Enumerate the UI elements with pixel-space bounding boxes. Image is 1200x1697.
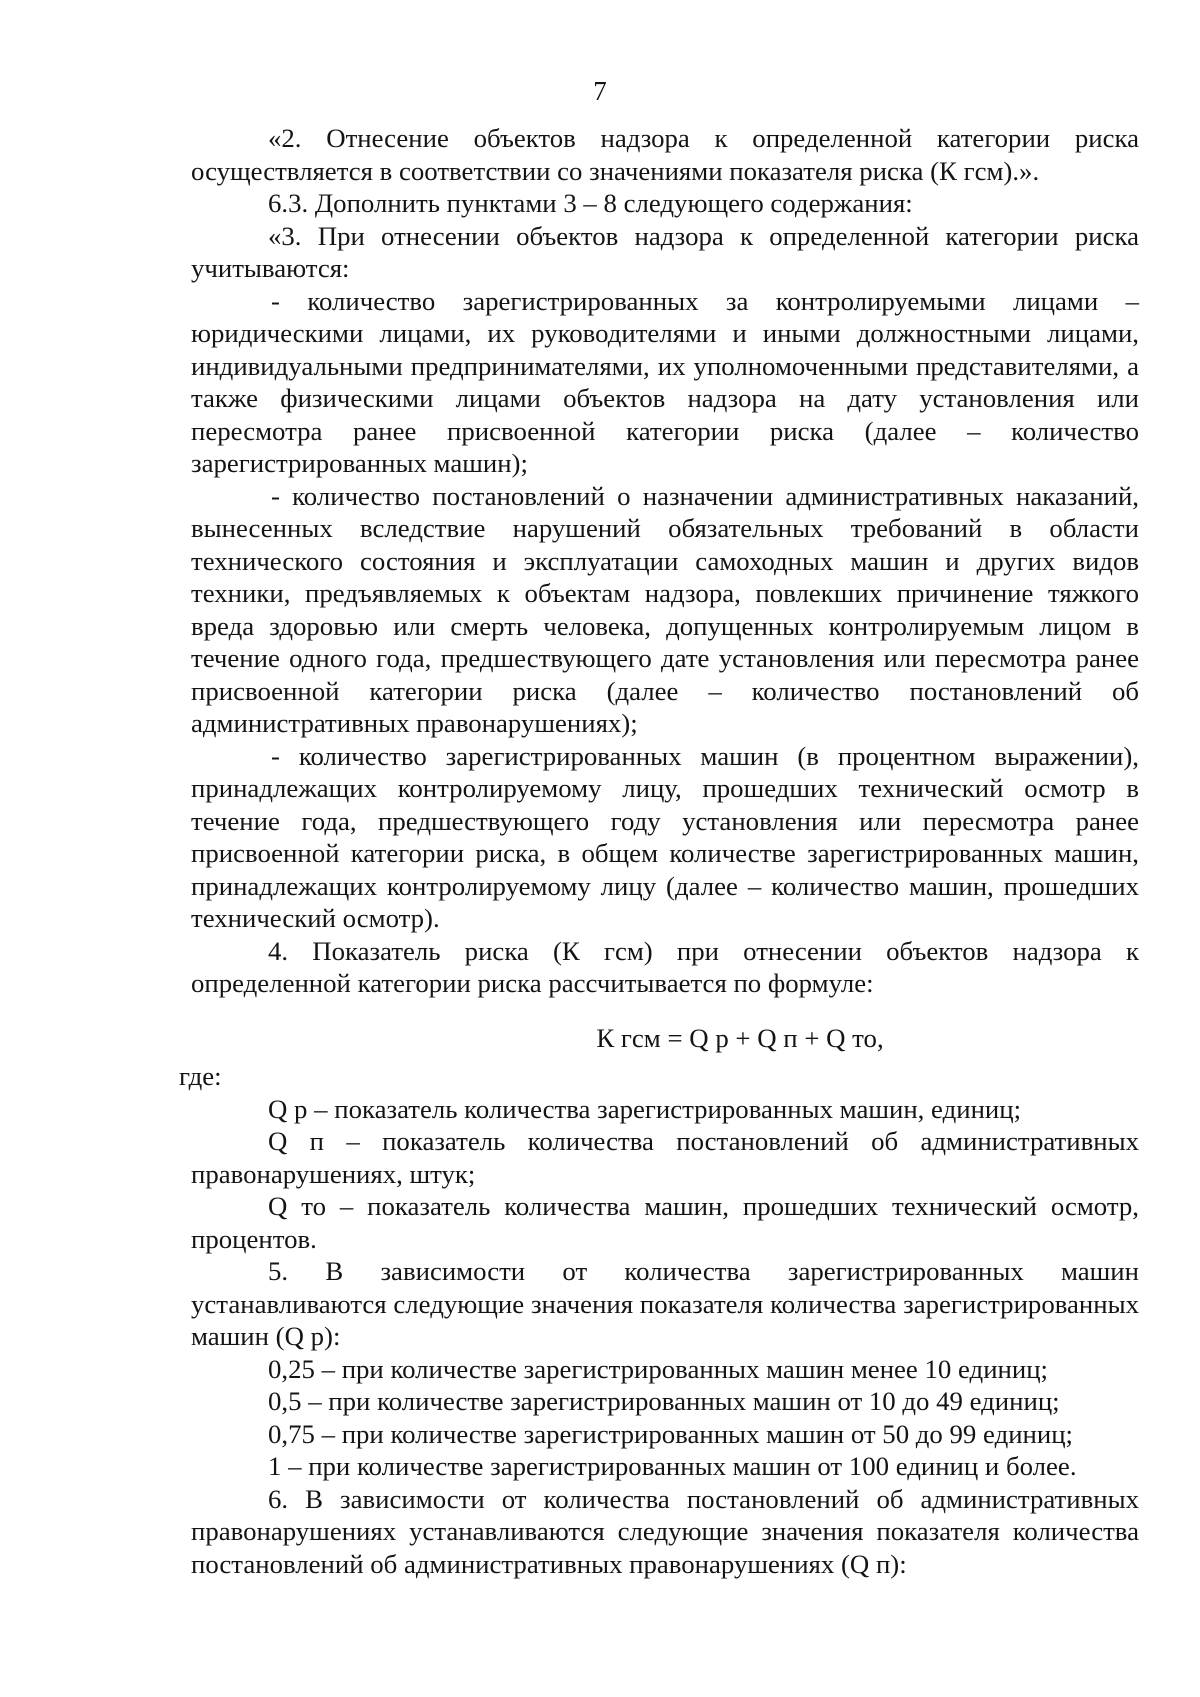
list-item-inspected-machines: - количество зарегистрированных машин (в процентном выражении), принадлежащих контролируемому лицу, прошедших технический осмотр в течение года, предшествующего году установления или пересмотра ранее присвоенной категории риска, в общем количестве зарегистрированных машин, принадлежащих контролируемому лицу (далее – количество машин, прошедших технический осмотр).	[191, 740, 1139, 933]
formula-where-label: где:	[179, 1061, 222, 1091]
page-number: 7	[593, 76, 607, 106]
paragraph-clause-3: «3. При отнесении объектов надзора к определенной категории риска учитываются:	[191, 220, 1139, 283]
list-item-registered-machines: - количество зарегистрированных за контролируемыми лицами – юридическими лицами, их руководителями и иными должностными лицами, индивидуальными предпринимателями, их уполномоченными представителями, а также физическими лицами объектов надзора на дату установления или пересмотра ранее присвоенной категории риска (далее – количество зарегистрированных машин);	[191, 285, 1139, 478]
paragraph-clause-2: «2. Отнесение объектов надзора к определенной категории риска осуществляется в соответствии со значениями показателя риска (К гсм).».	[191, 123, 1139, 186]
paragraph-clause-6: 6. В зависимости от количества постановлений об административных правонарушениях устанавливаются следующие значения показателя количества постановлений об административных правонарушениях (Q п):	[191, 1483, 1139, 1579]
value-item-025: 0,25 – при количестве зарегистрированных машин менее 10 единиц;	[268, 1353, 1049, 1384]
definition-q-to: Q то – показатель количества машин, прошедших технический осмотр, процентов.	[191, 1191, 1139, 1254]
risk-formula: К гсм = Q р + Q п + Q то,	[596, 1022, 884, 1053]
value-item-1: 1 – при количестве зарегистрированных машин от 100 единиц и более.	[268, 1451, 1077, 1481]
list-item-resolutions: - количество постановлений о назначении административных наказаний, вынесенных вследствие нарушений обязательных требований в области технического состояния и эксплуатации самоходных машин и других видов техники, предъявляемых к объектам надзора, повлекших причинение тяжкого вреда здоровью или смерть человека, допущенных контролируемым лицом в течение одного года, предшествующего дате установления или пересмотра ранее присвоенной категории риска (далее – количество постановлений об административных правонарушениях);	[191, 480, 1139, 738]
paragraph-clause-4: 4. Показатель риска (К гсм) при отнесении объектов надзора к определенной категории риска рассчитывается по формуле:	[191, 935, 1139, 998]
document-body	[179, 122, 1139, 1580]
definition-q-p: Q п – показатель количества постановлений об административных правонарушениях, штук;	[191, 1126, 1139, 1189]
paragraph-clause-5: 5. В зависимости от количества зарегистрированных машин устанавливаются следующие значения показателя количества зарегистрированных машин (Q р):	[191, 1256, 1139, 1351]
paragraph-6-3: 6.3. Дополнить пунктами 3 – 8 следующего содержания:	[268, 188, 913, 218]
value-item-075: 0,75 – при количестве зарегистрированных машин от 50 до 99 единиц;	[268, 1418, 1074, 1449]
definition-q-r: Q р – показатель количества зарегистрированных машин, единиц;	[268, 1093, 1022, 1124]
value-item-05: 0,5 – при количестве зарегистрированных машин от 10 до 49 единиц;	[268, 1386, 1060, 1416]
